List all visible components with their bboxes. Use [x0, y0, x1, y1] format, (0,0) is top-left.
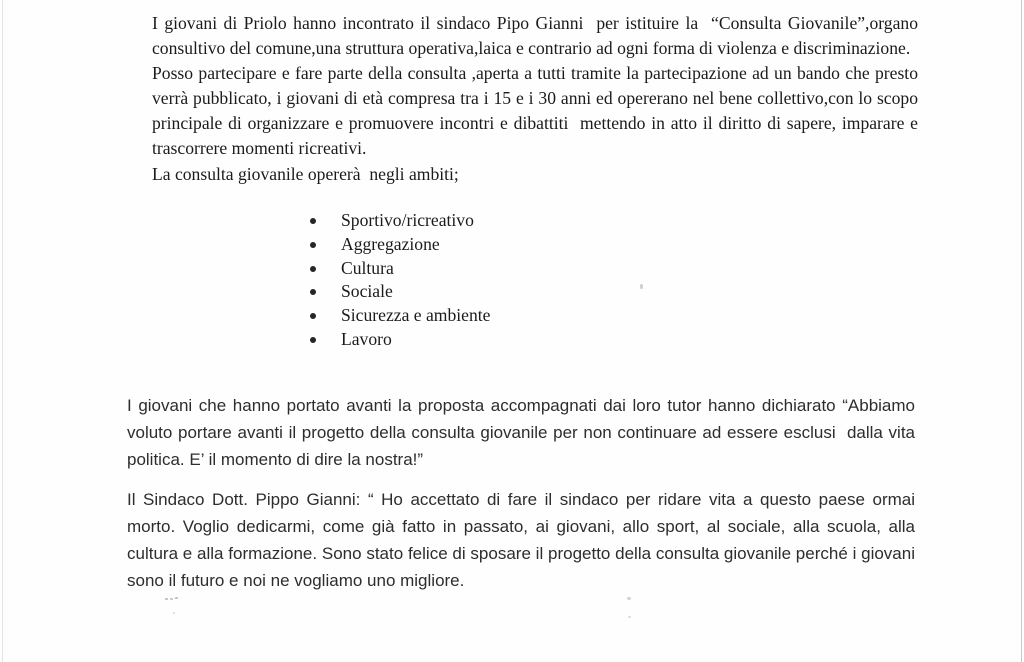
mayor-statement-paragraph: Il Sindaco Dott. Pippo Gianni: “ Ho accettato di fare il sindaco per ridare vita a questo paese ormai morto. Voglio dedicarmi, come già fatto in passato, ai giovani, allo sport, al sociale, alla scuola, alla cultura e alla formazione. Sono stato felice di sposare il progetto della consulta giovanile perché i giovani sono il futuro e noi ne vogliamo uno migliore. [127, 490, 920, 590]
list-item [310, 328, 490, 352]
list-item [310, 280, 490, 304]
intro-paragraph: I giovani di Priolo hanno incontrato il sindaco Pipo Gianni per istituire la “Consulta Giovanile”,organo consultivo del comune,una struttura operativa,laica e contrario ad ogni forma di violenza e discriminazione. [152, 13, 923, 59]
bullet-icon [310, 266, 316, 272]
list-item [310, 233, 490, 257]
list-item-label: Cultura [341, 257, 394, 278]
scan-speck [165, 598, 168, 600]
list-item [310, 304, 490, 328]
scan-speck [627, 597, 631, 600]
scan-speck [628, 616, 631, 618]
statements-section [127, 392, 920, 594]
ambiti-lead: La consulta giovanile opererà negli ambiti; [152, 163, 459, 184]
list-item-label: Sicurezza e ambiente [341, 305, 491, 326]
list-item-label: Sociale [341, 281, 393, 302]
scan-edge-line-left [2, 0, 3, 662]
scan-speck [173, 612, 175, 614]
youth-statement-paragraph: I giovani che hanno portato avanti la proposta accompagnati dai loro tutor hanno dichiarato “Abbiamo voluto portare avanti il progetto della consulta giovanile per non continuare ad essere esclusi dalla vita politica. E’ il momento di dire la nostra!” [127, 396, 920, 469]
intro-section [152, 11, 923, 187]
bullet-icon [310, 242, 316, 248]
bullet-icon [310, 313, 316, 319]
list-item-label: Sportivo/ricreativo [341, 210, 474, 230]
scan-speck [640, 284, 643, 289]
list-item-label: Lavoro [341, 328, 392, 349]
bullet-icon [310, 289, 316, 295]
bullet-icon [310, 337, 316, 343]
list-item-label: Aggregazione [341, 233, 440, 254]
scan-edge-line-right [1021, 0, 1022, 662]
list-item [310, 209, 490, 233]
list-item [310, 257, 490, 281]
ambiti-list [310, 209, 490, 352]
participation-paragraph: Posso partecipare e fare parte della consulta ,aperta a tutti tramite la partecipazione ad un bando che presto verrà pubblicato, i giovani di età compresa tra i 15 e i 30 anni ed opererano nel bene collettivo,con lo scopo principale di organizzare e promuovere incontri e dibattiti mettendo in atto il diritto di sapere, imparare e trascorrere momenti ricreativi. [152, 63, 923, 159]
bullet-icon [310, 218, 316, 224]
